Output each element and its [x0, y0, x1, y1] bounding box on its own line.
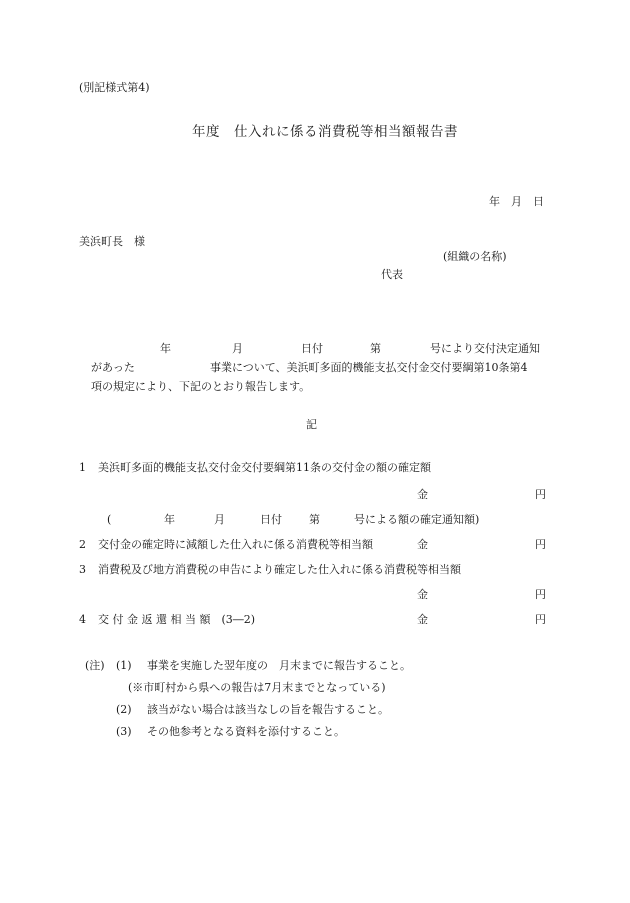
- item-4-text: 交 付 金 返 還 相 当 額 (3―2): [98, 613, 256, 626]
- body-year: 年: [160, 342, 171, 355]
- notes-label: (注): [85, 659, 105, 672]
- body-month: 月: [232, 342, 243, 355]
- item-2-number: 2: [79, 538, 86, 551]
- organization-name-label: (組織の名称): [443, 250, 507, 263]
- note-2-number: (2): [116, 703, 132, 716]
- item-1-paren-open: (: [107, 513, 112, 526]
- note-3-text: その他参考となる資料を添付すること。: [147, 725, 345, 738]
- item-3-en: 円: [535, 588, 546, 601]
- item-2-text: 交付金の確定時に減額した仕入れに係る消費税等相当額: [98, 538, 373, 551]
- item-4-kin: 金: [417, 613, 428, 626]
- body-line2-tail: 事業について、美浜町多面的機能支払交付金交付要綱第10条第4: [210, 361, 528, 374]
- item-1-paren-number-prefix: 第: [309, 513, 320, 526]
- body-line3: 項の規定により、下記のとおり報告します。: [91, 380, 311, 393]
- note-1-text: 事業を実施した翌年度の 月末までに報告すること。: [147, 659, 411, 672]
- note-3-number: (3): [116, 725, 132, 738]
- form-label: (別記様式第4): [79, 81, 150, 94]
- report-date: 年 月 日: [489, 195, 544, 208]
- item-2-kin: 金: [417, 538, 428, 551]
- item-4-number: 4: [79, 613, 86, 626]
- item-1-paren-year: 年: [164, 513, 175, 526]
- body-line2-lead: があった: [91, 361, 135, 374]
- item-1-kin: 金: [417, 488, 428, 501]
- item-3-kin: 金: [417, 588, 428, 601]
- body-line1-tail: 号により交付決定通知: [430, 342, 540, 355]
- note-1-subtext: (※市町村から県への報告は7月末までとなっている): [128, 681, 386, 694]
- note-1-number: (1): [116, 659, 132, 672]
- addressee: 美浜町長 様: [79, 235, 145, 248]
- body-date: 日付: [301, 342, 323, 355]
- item-1-paren-tail: 号による額の確定通知額): [354, 513, 480, 526]
- ki-heading: 記: [306, 418, 317, 431]
- item-1-en: 円: [535, 488, 546, 501]
- item-1-paren-date: 日付: [260, 513, 282, 526]
- item-2-en: 円: [535, 538, 546, 551]
- item-1-number: 1: [79, 461, 86, 474]
- representative-label: 代表: [381, 268, 403, 281]
- item-1-paren-month: 月: [214, 513, 225, 526]
- item-4-en: 円: [535, 613, 546, 626]
- item-1-text: 美浜町多面的機能支払交付金交付要綱第11条の交付金の額の確定額: [98, 461, 431, 474]
- body-number-prefix: 第: [370, 342, 381, 355]
- document-title: 年度 仕入れに係る消費税等相当額報告書: [192, 124, 458, 140]
- note-2-text: 該当がない場合は該当なしの旨を報告すること。: [147, 703, 389, 716]
- item-3-number: 3: [79, 563, 86, 576]
- item-3-text: 消費税及び地方消費税の申告により確定した仕入れに係る消費税等相当額: [98, 563, 461, 576]
